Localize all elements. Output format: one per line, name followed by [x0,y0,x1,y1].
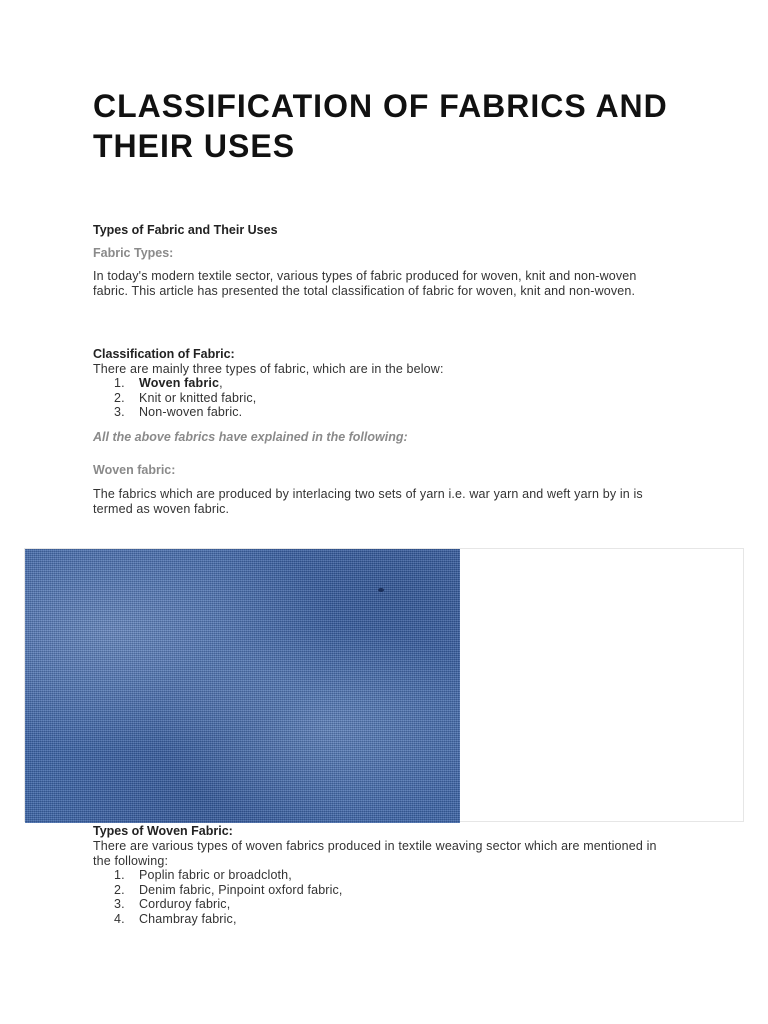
fabric-types-heading: Fabric Types: [93,246,174,260]
list-number: 3. [114,405,125,420]
list-item [114,391,256,406]
intro-paragraph: In today's modern textile sector, various types of fabric produced for woven, knit and non-woven fabric. This article has presented the total classification of fabric for woven, knit and non-woven. [93,269,637,298]
classification-heading: Classification of Fabric: [93,347,235,361]
woven-fabric-image [25,549,460,823]
woven-types-heading: Types of Woven Fabric: [93,824,233,838]
list-number: 1. [114,376,125,390]
explained-note: All the above fabrics have explained in the following: [93,430,408,444]
list-item-text: , [219,376,223,390]
list-number: 1. [114,868,125,882]
list-number: 4. [114,911,125,926]
woven-types-list [114,868,343,926]
list-item [114,405,256,420]
list-item-text: Knit or knitted fabric, [139,390,257,405]
list-item-text: Corduroy fabric, [139,897,231,912]
list-number: 2. [114,390,125,405]
list-item [114,897,343,912]
woven-fabric-heading: Woven fabric: [93,463,176,477]
woven-fabric-paragraph: The fabrics which are produced by interlacing two sets of yarn i.e. war yarn and weft yarn by in is termed as woven fabric. [93,487,643,516]
fabric-spot [378,588,384,592]
page-title: CLASSIFICATION OF FABRICS AND THEIR USES [93,88,668,164]
fabric-image-frame [24,548,744,822]
list-item [114,883,343,898]
woven-types-text: There are various types of woven fabrics produced in textile weaving sector which are mentioned in the following: [93,839,657,868]
list-item-bold: Woven fabric [139,376,220,390]
classification-list [114,376,256,420]
list-number: 3. [114,897,125,912]
list-item-text: Chambray fabric, [139,911,237,926]
list-item [114,868,343,883]
list-item-text: Non-woven fabric. [139,405,243,420]
list-item [114,912,343,927]
list-item-text: Denim fabric, Pinpoint oxford fabric, [139,882,343,897]
types-heading: Types of Fabric and Their Uses [93,223,278,237]
list-item-text: Poplin fabric or broadcloth, [139,868,292,882]
list-item [114,376,256,391]
list-number: 2. [114,882,125,897]
classification-text: There are mainly three types of fabric, which are in the below: [93,362,444,376]
